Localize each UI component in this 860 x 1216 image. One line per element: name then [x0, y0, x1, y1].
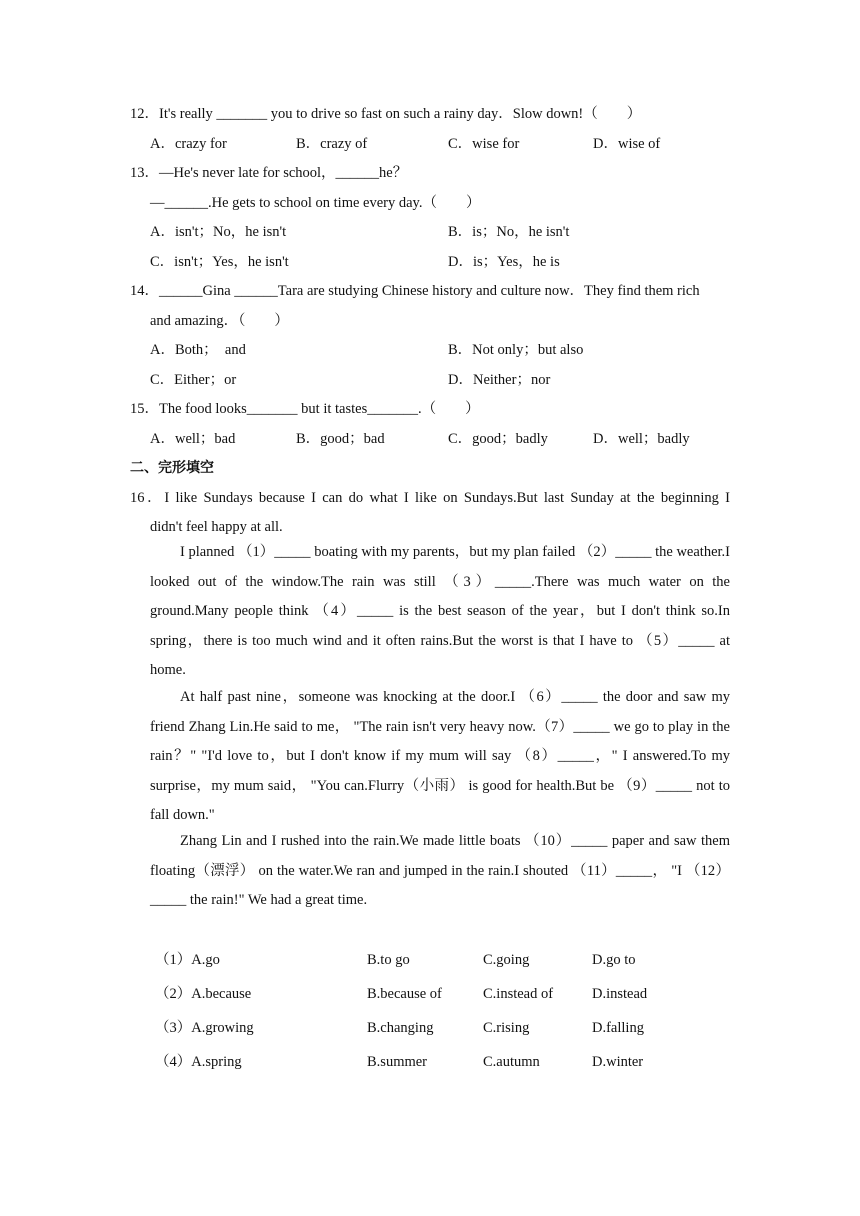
choice-1-d: D.go to	[592, 952, 636, 968]
question-12-stem: 12．It's really _______ you to drive so fast on such a rainy day．Slow down!（ ）	[130, 106, 642, 122]
choice-1-b: B.to go	[367, 952, 410, 968]
question-12-option-b: B．crazy of	[296, 136, 368, 152]
section-title: 二、完形填空	[130, 460, 214, 476]
question-12-option-c: C．wise for	[448, 136, 520, 152]
choice-4-a: （4）A.spring	[155, 1054, 242, 1070]
question-15-option-b: B．good；bad	[296, 431, 385, 447]
cloze-paragraph-3: Zhang Lin and I rushed into the rain.We made little boats （10）_____ paper and saw them floating（漂浮） on the water.We ran and jumped in the rain.I shouted （11）_____， "I （12）_____ the rain!" We had a great time.	[150, 833, 730, 909]
choice-3-a: （3）A.growing	[155, 1020, 254, 1036]
question-14-option-a: A．Both； and	[150, 342, 246, 358]
question-13-option-d: D．is；Yes，he is	[448, 254, 560, 270]
question-12-option-d: D．wise of	[593, 136, 661, 152]
cloze-paragraph-1: I planned （1）_____ boating with my parents，but my plan failed （2）_____ the weather.I looked out of the window.The rain was still （3）_____.There was much water on the ground.Many people think （4）_____ is the best season of the year，but I don't think so.In spring，there is too much wind and it often rains.But the worst is that I have to （5）_____ at home.	[150, 544, 730, 679]
question-13-stem-line2: —______.He gets to school on time every day.（ ）	[150, 195, 481, 211]
choice-3-d: D.falling	[592, 1020, 644, 1036]
choice-3-c: C.rising	[483, 1020, 530, 1036]
cloze-intro-text: 16．I like Sundays because I can do what I like on Sundays.But last Sunday at the beginning I	[130, 490, 730, 506]
cloze-intro-line1	[130, 488, 730, 508]
cloze-paragraph-2: At half past nine，someone was knocking at the door.I （6）_____ the door and saw my friend Zhang Lin.He said to me， "The rain isn't very heavy now.（7）_____ we go to play in the rain？" "I'd love to，but I don't know if my mum will say （8）_____，" I answered.To my surprise，my mum said， "You can.Flurry（小雨） is good for health.But be （9）_____ not to fall down."	[150, 689, 730, 824]
question-13-option-c: C．isn't；Yes，he isn't	[150, 254, 289, 270]
question-14-option-d: D．Neither；nor	[448, 372, 551, 388]
question-15-option-a: A．well；bad	[150, 431, 236, 447]
question-13-option-a: A．isn't；No，he isn't	[150, 224, 287, 240]
question-15-stem: 15．The food looks_______ but it tastes_______.（ ）	[130, 401, 480, 417]
question-12-option-a: A．crazy for	[150, 136, 227, 152]
choice-4-c: C.autumn	[483, 1054, 540, 1070]
question-13-stem: 13．—He's never late for school，______he？	[130, 165, 408, 181]
choice-1-a: （1）A.go	[155, 952, 220, 968]
choice-1-c: C.going	[483, 952, 530, 968]
question-15-option-c: C．good；badly	[448, 431, 548, 447]
choice-4-b: B.summer	[367, 1054, 428, 1070]
question-15-option-d: D．well；badly	[593, 431, 690, 447]
choice-2-d: D.instead	[592, 986, 648, 1002]
question-14-option-c: C．Either；or	[150, 372, 237, 388]
choice-3-b: B.changing	[367, 1020, 434, 1036]
question-13-option-b: B．is；No，he isn't	[448, 224, 570, 240]
choice-2-b: B.because of	[367, 986, 442, 1002]
choice-4-d: D.winter	[592, 1054, 644, 1070]
cloze-intro-line2: didn't feel happy at all.	[150, 519, 283, 535]
choice-2-c: C.instead of	[483, 986, 554, 1002]
choice-2-a: （2）A.because	[155, 986, 252, 1002]
question-14-option-b: B．Not only；but also	[448, 342, 584, 358]
question-14-stem: 14．______Gina ______Tara are studying Chinese history and culture now．They find them rich	[130, 283, 700, 299]
question-14-stem-line2: and amazing．（ ）	[150, 313, 289, 329]
